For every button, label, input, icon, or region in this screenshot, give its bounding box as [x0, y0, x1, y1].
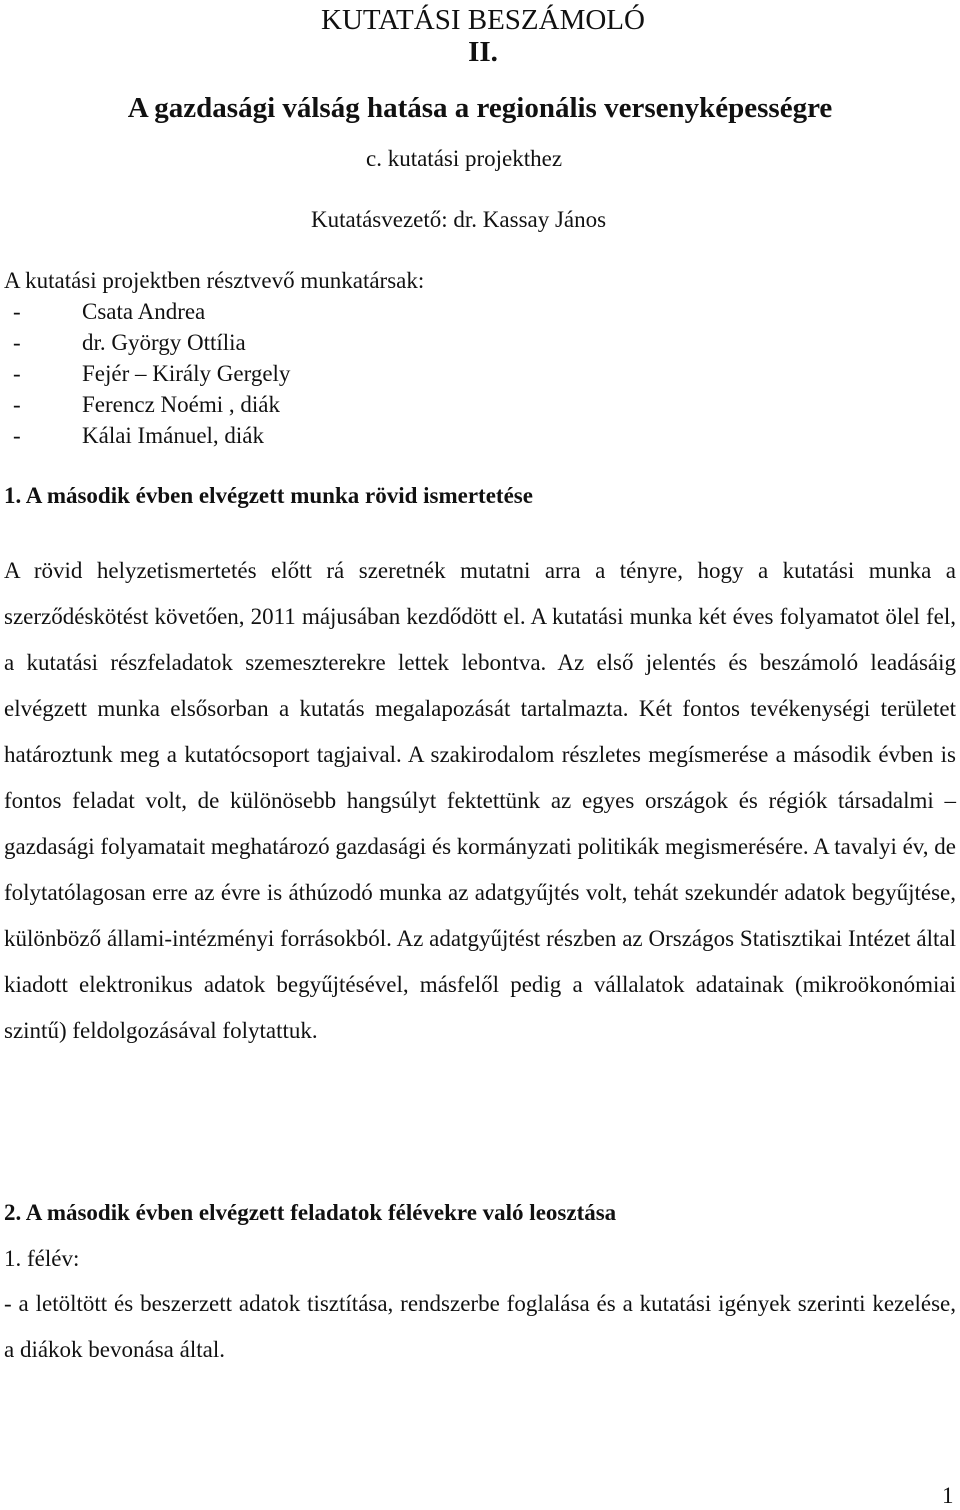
report-subtitle: A gazdasági válság hatása a regionális versenyképességre	[127, 92, 833, 124]
list-dash: -	[13, 423, 21, 448]
participants-heading: A kutatási projektben résztvevő munkatársak:	[4, 268, 425, 293]
list-item	[4, 327, 290, 358]
list-item	[4, 420, 290, 451]
participant-name: Fejér – Király Gergely	[82, 361, 291, 386]
list-item	[4, 358, 290, 389]
participant-name: Csata Andrea	[82, 299, 206, 324]
section-2-heading: 2. A második évben elvégzett feladatok félévekre való leosztása	[4, 1200, 617, 1225]
participants-list	[4, 296, 290, 451]
participant-name: dr. György Ottília	[82, 330, 246, 355]
participant-name: Ferencz Noémi , diák	[82, 392, 280, 417]
semester-task-item: - a letöltött és beszerzett adatok tisztítása, rendszerbe foglalása és a kutatási igények szerinti kezelése, a diákok bevonása által.	[4, 1291, 956, 1362]
list-item	[4, 389, 290, 420]
project-note: c. kutatási projekthez	[366, 146, 563, 171]
list-dash: -	[13, 392, 21, 417]
report-title: KUTATÁSI BESZÁMOLÓ	[321, 4, 645, 36]
section-1-paragraph: A rövid helyzetismertetés előtt rá szeretnék mutatni arra a tényre, hogy a kutatási munka a szerződéskötést követően, 2011 májusában kezdődött el. A kutatási munka két éves folyamatot ölel fel, a kutatási részfeladatok szemeszterekre lettek lebontva. Az első jelentés és beszámoló leadásáig elvégzett munka elsősorban a kutatás megalapozását tartalmazta. Két fontos tevékenységi területet határoztunk meg a kutatócsoport tagjaival. A szakirodalom részletes megísmerése a második évben is fontos feladat volt, de különösebb hangsúlyt fektettünk az egyes országok és régiók társadalmi – gazdasági folyamatait meghatározó gazdasági és kormányzati politikák megismerésére. A tavalyi év, de folytatólagosan erre az évre is áthúzodó munka az adatgyűjtés volt, tehát szekundér adatok begyűjtése, különböző állami-intézményi forrásokból. Az adatgyűjtést részben az Országos Statisztikai Intézet által kiadott elektronikus adatok begyűjtésével, másfelől pedig a vállalatok adatainak (mikroökonómiai szintű) feldolgozásával folytattuk.	[4, 558, 957, 1043]
research-leader: Kutatásvezető: dr. Kassay János	[311, 207, 607, 232]
participant-name: Kálai Imánuel, diák	[82, 423, 265, 448]
list-item	[4, 296, 290, 327]
list-dash: -	[13, 361, 21, 386]
report-number: II.	[468, 36, 498, 68]
page-number: 1	[942, 1483, 954, 1508]
list-dash: -	[13, 330, 21, 355]
section-1-heading: 1. A második évben elvégzett munka rövid ismertetése	[4, 483, 533, 508]
list-dash: -	[13, 299, 21, 324]
semester-label: 1. félév:	[4, 1246, 80, 1271]
